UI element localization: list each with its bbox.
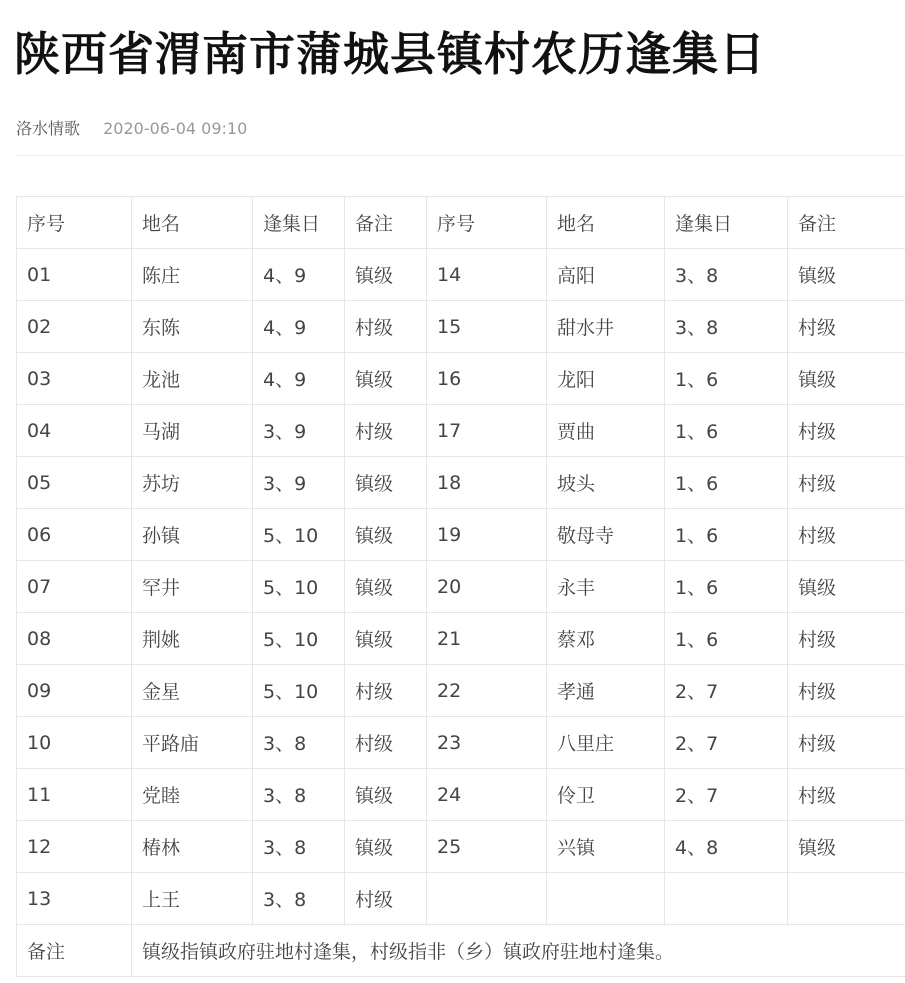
market-day-table (16, 196, 905, 977)
table-cell: 12 (17, 821, 132, 873)
table-cell: 24 (427, 769, 547, 821)
table-cell: 龙池 (132, 353, 253, 405)
table-cell (665, 873, 788, 925)
table-cell: 4、9 (253, 249, 345, 301)
table-cell: 5、10 (253, 665, 345, 717)
table-cell: 4、9 (253, 353, 345, 405)
table-cell: 龙阳 (547, 353, 665, 405)
table-cell: 村级 (788, 405, 905, 457)
table-row (17, 561, 905, 613)
table-cell: 蔡邓 (547, 613, 665, 665)
table-cell: 上王 (132, 873, 253, 925)
table-cell: 村级 (788, 301, 905, 353)
table-cell: 村级 (345, 665, 427, 717)
table-row (17, 769, 905, 821)
note-label: 备注 (17, 925, 132, 977)
table-cell: 椿林 (132, 821, 253, 873)
table-cell: 13 (17, 873, 132, 925)
table-header-row (17, 197, 905, 249)
table-cell: 1、6 (665, 561, 788, 613)
table-cell: 10 (17, 717, 132, 769)
table-cell: 11 (17, 769, 132, 821)
table-cell: 金星 (132, 665, 253, 717)
table-cell: 永丰 (547, 561, 665, 613)
table-cell: 敬母寺 (547, 509, 665, 561)
table-cell: 01 (17, 249, 132, 301)
table-cell: 3、8 (253, 717, 345, 769)
table-cell: 4、9 (253, 301, 345, 353)
table-row (17, 509, 905, 561)
table-cell: 陈庄 (132, 249, 253, 301)
table-cell: 15 (427, 301, 547, 353)
table-cell: 村级 (788, 769, 905, 821)
table-cell: 3、9 (253, 405, 345, 457)
table-cell: 4、8 (665, 821, 788, 873)
table-cell: 5、10 (253, 561, 345, 613)
table-cell: 苏坊 (132, 457, 253, 509)
table-row (17, 457, 905, 509)
table-cell (427, 873, 547, 925)
publish-date: 2020-06-04 09:10 (103, 119, 248, 138)
table-cell: 19 (427, 509, 547, 561)
table-cell: 17 (427, 405, 547, 457)
table-cell: 2、7 (665, 665, 788, 717)
table-cell: 18 (427, 457, 547, 509)
table-cell: 5、10 (253, 613, 345, 665)
table-cell: 孙镇 (132, 509, 253, 561)
table-cell: 村级 (345, 717, 427, 769)
table-cell: 21 (427, 613, 547, 665)
table-row (17, 873, 905, 925)
table-cell: 镇级 (345, 769, 427, 821)
table-row (17, 353, 905, 405)
author-name[interactable]: 洛水情歌 (16, 119, 81, 138)
table-cell: 镇级 (345, 249, 427, 301)
table-cell: 村级 (788, 665, 905, 717)
table-cell: 09 (17, 665, 132, 717)
table-cell: 03 (17, 353, 132, 405)
table-cell: 镇级 (345, 457, 427, 509)
table-cell: 2、7 (665, 717, 788, 769)
note-row (17, 925, 905, 977)
table-cell: 镇级 (788, 249, 905, 301)
table-cell: 20 (427, 561, 547, 613)
table-cell: 3、8 (253, 769, 345, 821)
table-cell: 23 (427, 717, 547, 769)
table-cell: 村级 (788, 509, 905, 561)
article-meta (16, 118, 247, 140)
table-cell: 甜水井 (547, 301, 665, 353)
table-row (17, 821, 905, 873)
header-cell: 逢集日 (665, 197, 788, 249)
table-cell: 兴镇 (547, 821, 665, 873)
table-row (17, 249, 905, 301)
table-row (17, 717, 905, 769)
table-cell: 06 (17, 509, 132, 561)
table-cell: 3、8 (665, 249, 788, 301)
table-cell (788, 873, 905, 925)
table-cell (547, 873, 665, 925)
table-cell: 孝通 (547, 665, 665, 717)
table-cell: 村级 (345, 301, 427, 353)
header-cell: 备注 (345, 197, 427, 249)
table-cell: 东陈 (132, 301, 253, 353)
table-cell: 5、10 (253, 509, 345, 561)
header-cell: 逢集日 (253, 197, 345, 249)
table-cell: 镇级 (345, 561, 427, 613)
header-cell: 序号 (17, 197, 132, 249)
table-row (17, 613, 905, 665)
table-cell: 马湖 (132, 405, 253, 457)
table-cell: 3、8 (253, 821, 345, 873)
table-cell: 22 (427, 665, 547, 717)
header-cell: 备注 (788, 197, 905, 249)
table-cell: 坡头 (547, 457, 665, 509)
table-cell: 镇级 (345, 509, 427, 561)
table-cell: 村级 (788, 613, 905, 665)
table-cell: 16 (427, 353, 547, 405)
table-cell: 1、6 (665, 405, 788, 457)
table-cell: 平路庙 (132, 717, 253, 769)
table-cell: 3、8 (253, 873, 345, 925)
table-row (17, 405, 905, 457)
table-cell: 3、8 (665, 301, 788, 353)
table-cell: 镇级 (788, 821, 905, 873)
table-cell: 3、9 (253, 457, 345, 509)
table-cell: 25 (427, 821, 547, 873)
header-cell: 地名 (132, 197, 253, 249)
table-cell: 伶卫 (547, 769, 665, 821)
table-cell: 荆姚 (132, 613, 253, 665)
table-cell: 04 (17, 405, 132, 457)
table-cell: 02 (17, 301, 132, 353)
header-cell: 序号 (427, 197, 547, 249)
table-cell: 村级 (345, 405, 427, 457)
table-cell: 镇级 (788, 353, 905, 405)
table-cell: 镇级 (345, 821, 427, 873)
table-body (17, 197, 905, 925)
table-cell: 2、7 (665, 769, 788, 821)
table-cell: 05 (17, 457, 132, 509)
table-cell: 1、6 (665, 613, 788, 665)
table-cell: 贾曲 (547, 405, 665, 457)
table-cell: 镇级 (345, 613, 427, 665)
table-cell: 08 (17, 613, 132, 665)
note-text: 镇级指镇政府驻地村逢集，村级指非（乡）镇政府驻地村逢集。 (132, 925, 905, 977)
article-title: 陕西省渭南市蒲城县镇村农历逢集日 (14, 27, 766, 81)
table-cell: 村级 (345, 873, 427, 925)
table-cell: 党睦 (132, 769, 253, 821)
table-cell: 八里庄 (547, 717, 665, 769)
table-cell: 07 (17, 561, 132, 613)
table-cell: 14 (427, 249, 547, 301)
table-row (17, 665, 905, 717)
table-cell: 镇级 (345, 353, 427, 405)
table-cell: 罕井 (132, 561, 253, 613)
table-cell: 村级 (788, 457, 905, 509)
table-cell: 1、6 (665, 457, 788, 509)
table-cell: 1、6 (665, 509, 788, 561)
divider (16, 155, 905, 156)
table-row (17, 301, 905, 353)
table-cell: 高阳 (547, 249, 665, 301)
table-cell: 镇级 (788, 561, 905, 613)
table-cell: 村级 (788, 717, 905, 769)
header-cell: 地名 (547, 197, 665, 249)
table-cell: 1、6 (665, 353, 788, 405)
